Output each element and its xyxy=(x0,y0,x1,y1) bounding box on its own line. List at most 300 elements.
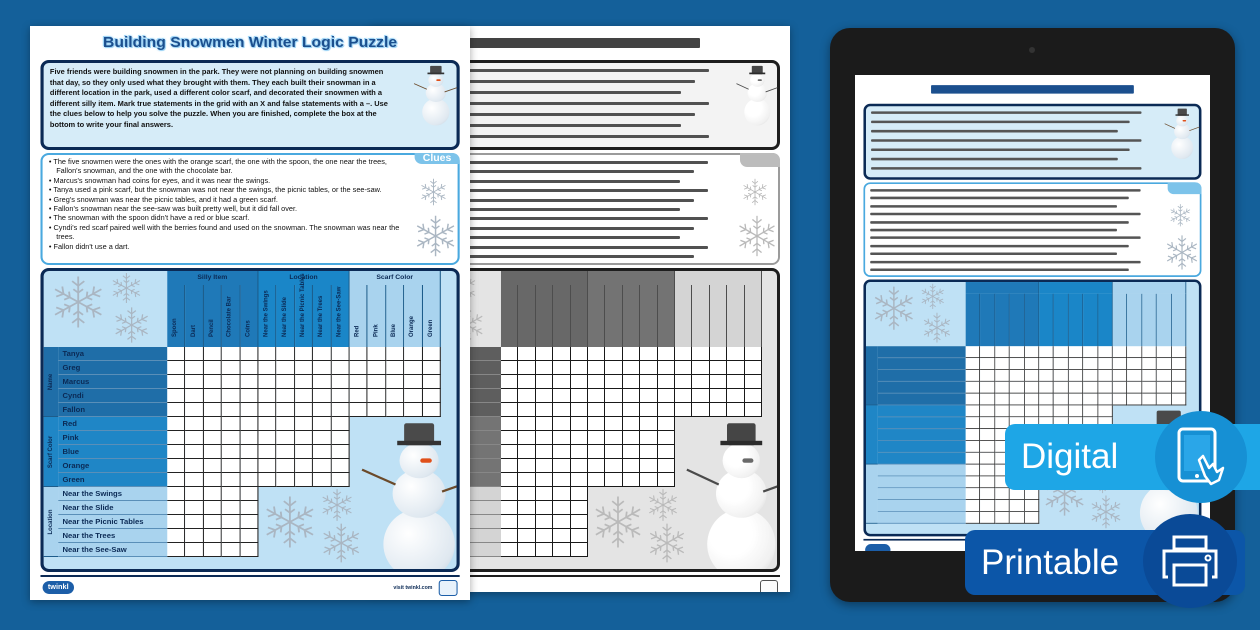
row-label: Near the Slide xyxy=(58,501,167,515)
row-label: Pink xyxy=(58,431,167,445)
grid-cell xyxy=(966,512,981,524)
snowflake-icon xyxy=(1163,233,1202,272)
grid-cell xyxy=(350,403,368,417)
grid-cell xyxy=(167,529,185,543)
grid-cell xyxy=(1157,346,1172,358)
text-line-placeholder xyxy=(870,213,1140,216)
grid-cell xyxy=(222,403,240,417)
grid-cell xyxy=(313,473,331,487)
grid-cell xyxy=(501,361,518,375)
grid-cell xyxy=(277,375,295,389)
grid-cell xyxy=(640,445,657,459)
row-label xyxy=(878,382,966,394)
grid-cell xyxy=(167,501,185,515)
row-label: Fallon xyxy=(58,403,167,417)
grid-cell xyxy=(1010,370,1025,382)
grid-cell xyxy=(1010,405,1025,417)
grid-cell xyxy=(1098,405,1113,417)
grid-cell xyxy=(204,543,222,557)
grid-cell xyxy=(640,417,657,431)
grid-cell xyxy=(1025,394,1040,406)
grid-cell xyxy=(222,515,240,529)
grid-cell xyxy=(658,417,675,431)
clue-item: • Fallon's snowman near the see-saw was built pretty well, but it did fall over. xyxy=(49,205,403,214)
grid-cell xyxy=(167,445,185,459)
column-header xyxy=(1069,294,1084,346)
grid-cell xyxy=(518,347,535,361)
grid-cell xyxy=(623,361,640,375)
column-header xyxy=(1127,294,1142,346)
grid-cell xyxy=(553,529,570,543)
grid-cell xyxy=(258,417,276,431)
column-header xyxy=(727,285,744,347)
column-header-label: Pencil xyxy=(208,319,215,337)
column-header xyxy=(1113,294,1128,346)
grid-cell xyxy=(995,382,1010,394)
grid-cell xyxy=(980,417,995,429)
text-line-placeholder xyxy=(870,189,1140,192)
grid-cell xyxy=(167,473,185,487)
clues-tab xyxy=(740,153,780,167)
text-line-placeholder xyxy=(870,245,1129,248)
column-header-label: Near the Swings xyxy=(263,290,270,337)
column-header xyxy=(331,285,349,347)
grid-cell xyxy=(571,361,588,375)
grid-cell xyxy=(331,361,349,375)
grid-cell xyxy=(605,347,622,361)
column-group-header xyxy=(1113,282,1187,294)
grid-cell xyxy=(692,403,709,417)
row-group-header xyxy=(866,465,878,524)
digital-label: Digital xyxy=(1021,437,1119,476)
grid-cell xyxy=(692,389,709,403)
grid-cell xyxy=(675,375,692,389)
grid-cell xyxy=(745,347,762,361)
grid-cell xyxy=(658,445,675,459)
grid-cell xyxy=(1172,370,1187,382)
grid-cell xyxy=(295,473,313,487)
grid-cell xyxy=(1069,394,1084,406)
grid-cell xyxy=(980,358,995,370)
grid-cell xyxy=(1054,382,1069,394)
grid-cell xyxy=(277,431,295,445)
column-header-label: Red xyxy=(354,325,361,337)
grid-cell xyxy=(623,417,640,431)
column-header xyxy=(1157,294,1172,346)
snowflake-icon xyxy=(109,271,145,305)
grid-cell xyxy=(571,473,588,487)
clue-item: • Marcus's snowman had coins for eyes, and it was near the swings. xyxy=(49,177,403,186)
grid-cell xyxy=(518,487,535,501)
grid-cell xyxy=(1113,358,1128,370)
grid-cell xyxy=(518,403,535,417)
grid-cell xyxy=(623,431,640,445)
grid-cell xyxy=(313,375,331,389)
grid-cell xyxy=(386,375,404,389)
grid-cell xyxy=(404,403,422,417)
grid-cell xyxy=(1054,394,1069,406)
grid-cell xyxy=(692,361,709,375)
grid-cell xyxy=(1142,358,1157,370)
printer-icon xyxy=(1143,514,1237,608)
grid-cell xyxy=(1098,358,1113,370)
grid-cell xyxy=(167,389,185,403)
row-label: Cyndi xyxy=(58,389,167,403)
row-group-label: Location xyxy=(47,509,55,534)
camera-dot xyxy=(1029,47,1035,53)
grid-cell xyxy=(571,529,588,543)
column-header xyxy=(1142,294,1157,346)
grid-cell xyxy=(571,389,588,403)
grid-cell xyxy=(331,459,349,473)
grid-cell xyxy=(368,375,386,389)
grid-cell xyxy=(240,417,258,431)
column-header-label: Spoon xyxy=(172,318,179,337)
grid-cell xyxy=(167,403,185,417)
snowflake-icon xyxy=(111,305,153,345)
grid-cell xyxy=(186,543,204,557)
grid-cell xyxy=(1069,358,1084,370)
grid-cell xyxy=(1039,358,1054,370)
text-line-placeholder xyxy=(870,261,1140,264)
grid-cell xyxy=(1113,370,1128,382)
clues-box xyxy=(40,153,459,265)
grid-cell xyxy=(1142,346,1157,358)
footer-url: visit twinkl.com xyxy=(393,585,433,591)
grid-cell xyxy=(640,347,657,361)
grid-cell xyxy=(518,361,535,375)
twinkl-logo: twinkl xyxy=(43,581,74,594)
grid-cell xyxy=(640,389,657,403)
grid-cell xyxy=(518,459,535,473)
grid-cell xyxy=(167,417,185,431)
grid-cell xyxy=(258,459,276,473)
grid-cell xyxy=(313,347,331,361)
column-header xyxy=(204,285,222,347)
column-header-label: Dart xyxy=(190,324,197,337)
grid-cell xyxy=(1098,370,1113,382)
grid-cell xyxy=(571,431,588,445)
grid-cell xyxy=(258,431,276,445)
grid-cell xyxy=(710,361,727,375)
grid-cell xyxy=(588,431,605,445)
column-header xyxy=(277,285,295,347)
grid-cell xyxy=(640,361,657,375)
column-header xyxy=(588,285,605,347)
grid-cell xyxy=(313,459,331,473)
grid-cell xyxy=(240,347,258,361)
grid-cell xyxy=(1098,346,1113,358)
grid-cell xyxy=(966,441,981,453)
grid-cell xyxy=(222,459,240,473)
clue-item: • Cyndi's red scarf paired well with the berries found and used on the snowman. The snowman was near the trees. xyxy=(49,224,403,243)
grid-cell xyxy=(423,389,441,403)
grid-cell xyxy=(1113,394,1128,406)
grid-cell xyxy=(571,459,588,473)
intro-box xyxy=(40,60,459,150)
snowman-illustration xyxy=(358,421,460,572)
grid-cell xyxy=(368,403,386,417)
grid-cell xyxy=(1010,512,1025,524)
grid-cell xyxy=(1098,382,1113,394)
grid-cell xyxy=(605,375,622,389)
grid-cell xyxy=(710,375,727,389)
row-label: Blue xyxy=(58,445,167,459)
grid-cell xyxy=(571,501,588,515)
grid-cell xyxy=(980,453,995,465)
grid-cell xyxy=(222,389,240,403)
grid-cell xyxy=(553,347,570,361)
column-header-label: Green xyxy=(427,319,434,337)
grid-cell xyxy=(588,403,605,417)
grid-cell xyxy=(331,431,349,445)
grid-cell xyxy=(1025,512,1040,524)
row-label: Near the Trees xyxy=(58,529,167,543)
grid-cell xyxy=(204,459,222,473)
grid-cell xyxy=(240,445,258,459)
grid-cell xyxy=(536,347,553,361)
grid-cell xyxy=(404,347,422,361)
column-header xyxy=(1025,294,1040,346)
row-label xyxy=(878,370,966,382)
column-header xyxy=(605,285,622,347)
grid-cell xyxy=(167,361,185,375)
grid-cell xyxy=(1039,370,1054,382)
grid-cell xyxy=(1113,382,1128,394)
grid-cell xyxy=(571,515,588,529)
grid-cell xyxy=(331,389,349,403)
grid-cell xyxy=(167,515,185,529)
grid-cell xyxy=(536,389,553,403)
grid-cell xyxy=(658,347,675,361)
column-header xyxy=(350,285,368,347)
snowman-illustration xyxy=(683,421,780,572)
grid-cell xyxy=(204,375,222,389)
grid-cell xyxy=(222,375,240,389)
grid-cell xyxy=(240,459,258,473)
title-placeholder xyxy=(931,85,1134,93)
grid-cell xyxy=(222,347,240,361)
grid-cell xyxy=(518,515,535,529)
grid-cell xyxy=(1083,370,1098,382)
grid-cell xyxy=(605,361,622,375)
grid-cell xyxy=(692,347,709,361)
column-header xyxy=(623,285,640,347)
grid-cell xyxy=(222,431,240,445)
grid-cell xyxy=(204,473,222,487)
column-header xyxy=(658,285,675,347)
grid-cell xyxy=(295,361,313,375)
row-label: Green xyxy=(58,473,167,487)
grid-cell xyxy=(980,394,995,406)
column-header xyxy=(186,285,204,347)
grid-cell xyxy=(995,512,1010,524)
snowman-illustration xyxy=(1163,108,1198,161)
grid-cell xyxy=(204,515,222,529)
grid-cell xyxy=(553,473,570,487)
grid-cell xyxy=(258,389,276,403)
grid-cell xyxy=(640,403,657,417)
snowman-illustration xyxy=(413,65,457,128)
grid-cell xyxy=(1039,346,1054,358)
grid-cell xyxy=(1010,394,1025,406)
clue-item: • Fallon didn't use a dart. xyxy=(49,243,403,252)
grid-cell xyxy=(204,501,222,515)
grid-cell xyxy=(501,543,518,557)
grid-cell xyxy=(423,361,441,375)
grid-cell xyxy=(1142,382,1157,394)
row-label: Near the Swings xyxy=(58,487,167,501)
row-label xyxy=(878,405,966,417)
grid-cell xyxy=(186,473,204,487)
grid-cell xyxy=(571,487,588,501)
column-group-header xyxy=(588,271,675,285)
grid-cell xyxy=(571,417,588,431)
grid-cell xyxy=(536,403,553,417)
grid-cell xyxy=(710,403,727,417)
worksheet-color-preview xyxy=(30,26,470,600)
column-header xyxy=(313,285,331,347)
grid-cell xyxy=(1039,405,1054,417)
grid-cell xyxy=(501,529,518,543)
grid-cell xyxy=(658,403,675,417)
grid-cell xyxy=(331,445,349,459)
grid-cell xyxy=(536,375,553,389)
snowflake-icon xyxy=(48,273,109,331)
grid-cell xyxy=(1157,382,1172,394)
grid-cell xyxy=(536,361,553,375)
grid-cell xyxy=(186,501,204,515)
grid-cell xyxy=(186,431,204,445)
grid-cell xyxy=(186,529,204,543)
grid-cell xyxy=(1025,500,1040,512)
clues-tab xyxy=(1168,182,1202,194)
grid-cell xyxy=(277,459,295,473)
grid-cell xyxy=(1127,382,1142,394)
grid-cell xyxy=(1039,394,1054,406)
grid-cell xyxy=(313,431,331,445)
grid-cell xyxy=(186,347,204,361)
grid-cell xyxy=(623,473,640,487)
row-group-header xyxy=(44,417,59,487)
column-header xyxy=(1010,294,1025,346)
grid-cell xyxy=(571,543,588,557)
grid-cell xyxy=(295,403,313,417)
grid-cell xyxy=(1083,382,1098,394)
row-label xyxy=(878,441,966,453)
grid-cell xyxy=(605,417,622,431)
grid-cell xyxy=(258,403,276,417)
grid-cell xyxy=(1010,358,1025,370)
grid-cell xyxy=(571,347,588,361)
grid-cell xyxy=(553,361,570,375)
grid-cell xyxy=(295,431,313,445)
grid-cell xyxy=(1172,394,1187,406)
text-line-placeholder xyxy=(871,149,1130,152)
grid-cell xyxy=(501,459,518,473)
grid-cell xyxy=(536,487,553,501)
grid-cell xyxy=(966,346,981,358)
grid-cell xyxy=(1069,346,1084,358)
grid-cell xyxy=(186,487,204,501)
quality-seal-icon xyxy=(439,580,458,596)
grid-cell xyxy=(1127,358,1142,370)
grid-cell xyxy=(536,515,553,529)
text-line-placeholder xyxy=(870,229,1117,232)
grid-cell xyxy=(501,403,518,417)
grid-cell xyxy=(258,361,276,375)
worksheet-title: Building Snowmen Winter Logic Puzzle xyxy=(102,34,398,51)
grid-cell xyxy=(1083,346,1098,358)
column-header-label: Near the Picnic Tables xyxy=(299,273,307,337)
grid-cell xyxy=(1054,358,1069,370)
grid-cell xyxy=(571,375,588,389)
grid-cell xyxy=(295,417,313,431)
grid-cell xyxy=(501,487,518,501)
grid-cell xyxy=(167,431,185,445)
grid-cell xyxy=(536,543,553,557)
column-header xyxy=(222,285,240,347)
grid-cell xyxy=(658,361,675,375)
grid-cell xyxy=(295,445,313,459)
grid-cell xyxy=(605,445,622,459)
grid-cell xyxy=(1127,394,1142,406)
grid-cell xyxy=(167,543,185,557)
grid-cell xyxy=(518,431,535,445)
grid-cell xyxy=(995,488,1010,500)
grid-cell xyxy=(1083,394,1098,406)
grid-cell xyxy=(501,515,518,529)
grid-cell xyxy=(386,347,404,361)
row-label: Red xyxy=(58,417,167,431)
grid-cell xyxy=(277,445,295,459)
grid-cell xyxy=(658,459,675,473)
grid-cell xyxy=(710,389,727,403)
grid-cell xyxy=(404,361,422,375)
grid-cell xyxy=(553,543,570,557)
grid-cell xyxy=(313,445,331,459)
row-group-header xyxy=(866,346,878,405)
column-header xyxy=(553,285,570,347)
grid-cell xyxy=(313,417,331,431)
grid-cell xyxy=(350,389,368,403)
grid-cell xyxy=(204,417,222,431)
clues-label: Clues xyxy=(414,153,459,164)
grid-cell xyxy=(745,389,762,403)
column-group-header: Scarf Color xyxy=(350,271,441,285)
grid-cell xyxy=(536,459,553,473)
grid-cell xyxy=(966,394,981,406)
grid-cell xyxy=(277,403,295,417)
grid-cell xyxy=(518,417,535,431)
grid-cell xyxy=(640,459,657,473)
grid-cell xyxy=(277,473,295,487)
grid-cell xyxy=(222,543,240,557)
grid-cell xyxy=(1172,346,1187,358)
grid-cell xyxy=(995,358,1010,370)
grid-cell xyxy=(1172,358,1187,370)
grid-cell xyxy=(1025,370,1040,382)
grid-cell xyxy=(966,488,981,500)
grid-cell xyxy=(186,445,204,459)
clue-item: • The snowman with the spoon didn't have a red or blue scarf. xyxy=(49,214,403,223)
grid-cell xyxy=(980,405,995,417)
grid-cell xyxy=(186,389,204,403)
grid-cell xyxy=(675,403,692,417)
grid-cell xyxy=(588,347,605,361)
grid-cell xyxy=(605,403,622,417)
grid-cell xyxy=(1054,370,1069,382)
